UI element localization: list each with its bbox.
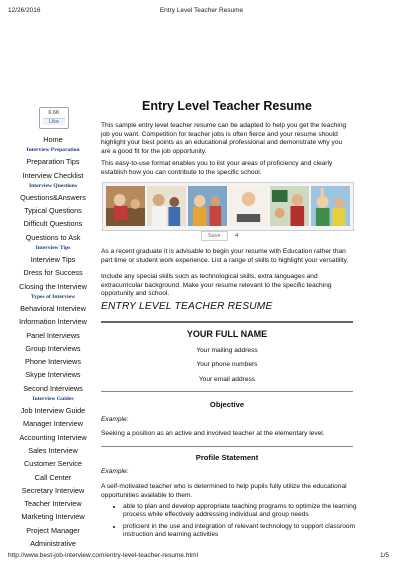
sidebar-link[interactable]: Group Interviews — [25, 343, 81, 353]
save-count: 4 — [235, 233, 239, 239]
objective-heading: Objective — [209, 400, 245, 409]
teacher-student-photo[interactable] — [147, 186, 186, 226]
intro-paragraph: This sample entry level teacher resume can be adapted to help you get the teaching job you want. Competition for teacher jobs is often fierce and your resume should highlight your best points as an educational professional and demonstrate why you are a good fit for the job opportunity. — [101, 122, 347, 155]
sidebar-section-heading: Interview Guides — [32, 396, 74, 403]
objective-example-label: Example: — [101, 416, 129, 423]
sidebar-link[interactable]: Questions&Answers — [20, 192, 86, 202]
sidebar-link[interactable]: Interview Checklist — [22, 170, 84, 180]
kids-raising-hands-photo[interactable] — [311, 186, 350, 226]
classroom-photo[interactable] — [106, 186, 145, 226]
gallery-save-bar — [201, 231, 238, 243]
profile-bullets — [101, 503, 375, 543]
sidebar-link[interactable]: Teacher Interview — [24, 499, 82, 509]
sidebar-link[interactable]: Marketing Interview — [21, 512, 85, 522]
sidebar-nav — [18, 133, 88, 550]
boy-laptop-photo[interactable] — [229, 186, 268, 226]
print-header — [8, 7, 395, 17]
print-url: http://www.best-job-interview.com/entry-level-teacher-resume.html — [8, 552, 199, 559]
print-footer — [8, 552, 395, 562]
print-date: 12/26/2016 — [8, 7, 41, 14]
sidebar-link[interactable]: Skype Interviews — [25, 370, 81, 380]
sidebar-link[interactable]: Information Interview — [19, 317, 87, 327]
divider — [101, 446, 353, 447]
sidebar-section-heading: Interview Preparation — [26, 147, 80, 154]
sidebar-link[interactable]: Call Center — [34, 472, 72, 482]
sidebar-link[interactable]: Job Interview Guide — [20, 406, 86, 416]
sidebar-section-heading: Interview Tips — [35, 245, 71, 252]
sidebar-link[interactable]: Interview Tips — [30, 255, 76, 265]
sidebar-link[interactable]: Closing the Interview — [19, 281, 87, 291]
print-page-number: 1/5 — [379, 552, 389, 559]
sidebar-link[interactable]: Accounting Interview — [19, 432, 87, 442]
graduate-paragraph: As a recent graduate it is advisable to begin your resume with Education rather than part time or student work experience. List a range of skills to highlight your versatility. — [101, 248, 349, 264]
sidebar-link[interactable]: Administrative — [30, 539, 76, 549]
like-count: 6.6K — [48, 110, 60, 116]
sidebar-link[interactable]: Sales Interview — [28, 445, 78, 455]
resume-phone: Your phone numbers — [196, 361, 258, 368]
divider — [101, 391, 353, 392]
sidebar-link[interactable]: Project Manager — [26, 525, 80, 535]
sidebar-link[interactable]: Home — [43, 135, 63, 144]
kids-drawing-photo[interactable] — [188, 186, 227, 226]
sidebar-link[interactable]: Typical Questions — [24, 206, 82, 216]
sidebar-link[interactable]: Questions to Ask — [25, 232, 81, 242]
resume-address: Your mailing address — [196, 347, 258, 354]
sidebar-link[interactable]: Phone Interviews — [25, 357, 81, 367]
skills-paragraph: Include any special skills such as technological skills, extra languages and extracurricular background. Make your resume relevant to the specific teaching opportunity and school. — [101, 273, 332, 298]
facebook-like-widget[interactable] — [39, 107, 69, 129]
resume-heading: ENTRY LEVEL TEACHER RESUME — [101, 301, 273, 312]
resume-email: Your email address — [198, 376, 256, 383]
objective-text: Seeking a position as an active and involved teacher at the elementary level. — [101, 430, 325, 437]
sidebar-link[interactable]: Customer Service — [24, 459, 82, 469]
sidebar-section-heading: Interview Questions — [28, 182, 77, 189]
format-paragraph: This easy-to-use format enables you to list your areas of proficiency and clearly establish how you can contribute to the specific school. — [101, 160, 333, 176]
like-button[interactable]: Like — [43, 118, 65, 125]
sidebar-link[interactable]: Dress for Success — [23, 268, 83, 278]
print-page-title: Entry Level Teacher Resume — [159, 7, 244, 14]
photo-gallery[interactable] — [102, 182, 354, 231]
divider — [101, 321, 353, 323]
sidebar-link[interactable]: Panel Interviews — [26, 330, 80, 340]
sidebar-link[interactable]: Difficult Questions — [23, 219, 83, 229]
sidebar-section-heading: Types of Interview — [30, 293, 76, 300]
resume-name: YOUR FULL NAME — [186, 329, 268, 339]
profile-heading: Profile Statement — [195, 453, 259, 462]
teacher-class-photo[interactable] — [270, 186, 309, 226]
sidebar-link[interactable]: Manager Interview — [22, 419, 84, 429]
sidebar-link[interactable]: Preparation Tips — [26, 157, 80, 167]
main-content — [101, 96, 357, 539]
sidebar-link[interactable]: Second Interviews — [23, 383, 83, 393]
profile-text: A self-motivated teacher who is determined to help pupils fully utilize the educational opportunities available to them. — [101, 483, 347, 499]
list-item: • able to plan and develop appropriate teaching programs to optimize the learning process while effectively addressing individual and group needs — [123, 503, 375, 520]
profile-example-label: Example: — [101, 468, 129, 475]
sidebar-link[interactable]: Secretary Interview — [21, 485, 85, 495]
sidebar-link[interactable]: Behavioral Interview — [20, 303, 86, 313]
page-title: Entry Level Teacher Resume — [142, 99, 312, 113]
list-item: • proficient in the use and integration of relevant technology to support classroom instruction and learning activities — [123, 523, 375, 540]
save-button[interactable]: Save — [201, 231, 228, 241]
